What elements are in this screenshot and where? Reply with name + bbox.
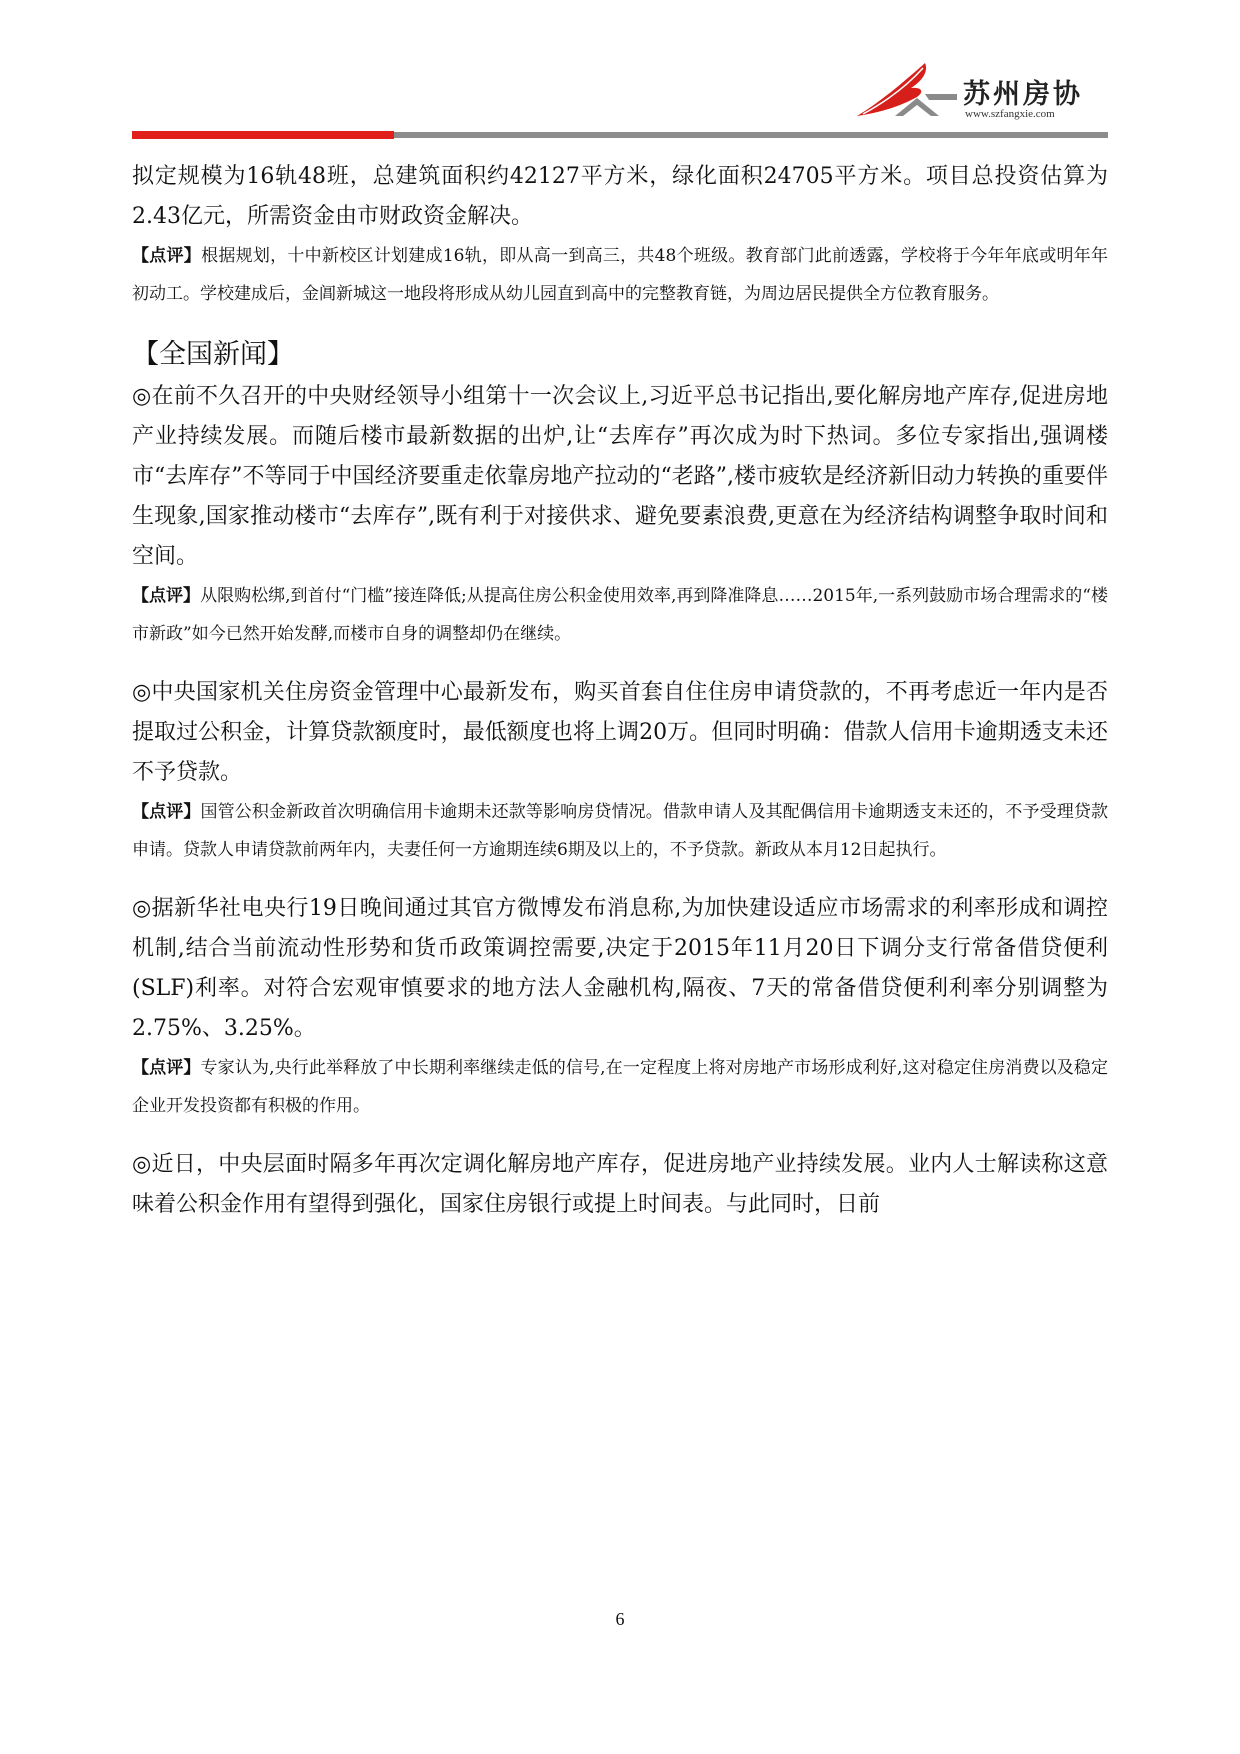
comment-note [132,793,1108,869]
header-rule-gray [394,132,1108,138]
comment-text: 从限购松绑,到首付“门槛”接连降低;从提高住房公积金使用效率,再到降准降息……2015年,一系列鼓励市场合理需求的“楼市新政”如今已然开始发酵,而楼市自身的调整却仍在继续。 [132,586,1109,644]
szfangxie-logo [855,58,1115,128]
comment-text: 国管公积金新政首次明确信用卡逾期未还款等影响房贷情况。借款申请人及其配偶信用卡逾期透支未还的，不予受理贷款申请。贷款人申请贷款前两年内，夫妻任何一方逾期连续6期及以上的，不予贷款。新政从本月12日起执行。 [132,802,1108,860]
paragraph: ◎据新华社电央行19日晚间通过其官方微博发布消息称,为加快建设适应市场需求的利率形成和调控机制,结合当前流动性形势和货币政策调控需要,决定于2015年11月20日下调分支行常备借贷便利(SLF)利率。对符合宏观审慎要求的地方法人金融机构,隔夜、7天的常备借贷便利利率分别调整为2.75%、3.25%。 [132,896,1108,1041]
logo-title: 苏州房协 [963,79,1083,110]
comment-label: 【点评】 [132,802,201,822]
document-body [132,157,1108,1225]
logo-url: www.szfangxie.com [965,108,1055,120]
comment-text: 根据规划，十中新校区计划建成16轨，即从高一到高三，共48个班级。教育部门此前透露，学校将于今年年底或明年年初动工。学校建成后，金阊新城这一地段将形成从幼儿园直到高中的完整教育链，为周边居民提供全方位教育服务。 [132,246,1109,304]
paragraph: ◎中央国家机关住房资金管理中心最新发布，购买首套自住住房申请贷款的，不再考虑近一年内是否提取过公积金，计算贷款额度时，最低额度也将上调20万。但同时明确：借款人信用卡逾期透支未还不予贷款。 [132,680,1108,785]
header-rule-red [132,131,394,139]
comment-label: 【点评】 [132,246,202,266]
paragraph: 拟定规模为16轨48班，总建筑面积约42127平方米，绿化面积24705平方米。项目总投资估算为2.43亿元，所需资金由市财政资金解决。 [132,164,1108,229]
comment-text: 专家认为,央行此举释放了中长期利率继续走低的信号,在一定程度上将对房地产市场形成利好,这对稳定住房消费以及稳定企业开发投资都有积极的作用。 [132,1058,1109,1116]
page-header [0,0,1240,140]
paragraph: ◎在前不久召开的中央财经领导小组第十一次会议上,习近平总书记指出,要化解房地产库存,促进房地产业持续发展。而随后楼市最新数据的出炉,让“去库存”再次成为时下热词。多位专家指出,强调楼市“去库存”不等同于中国经济要重走依靠房地产拉动的“老路”,楼市疲软是经济新旧动力转换的重要伴生现象,国家推动楼市“去库存”,既有利于对接供求、避免要素浪费,更意在为经济结构调整争取时间和空间。 [132,384,1108,569]
page-number: 6 [615,1609,625,1629]
comment-note [132,577,1108,653]
comment-label: 【点评】 [132,1058,201,1078]
section-heading: 【全国新闻】 [132,339,294,370]
comment-label: 【点评】 [132,586,201,606]
comment-note [132,1049,1108,1125]
comment-note [132,237,1108,313]
paragraph: ◎近日，中央层面时隔多年再次定调化解房地产库存，促进房地产业持续发展。业内人士解读称这意味着公积金作用有望得到强化，国家住房银行或提上时间表。与此同时，日前 [132,1152,1108,1217]
quill-logo-icon [855,58,960,120]
